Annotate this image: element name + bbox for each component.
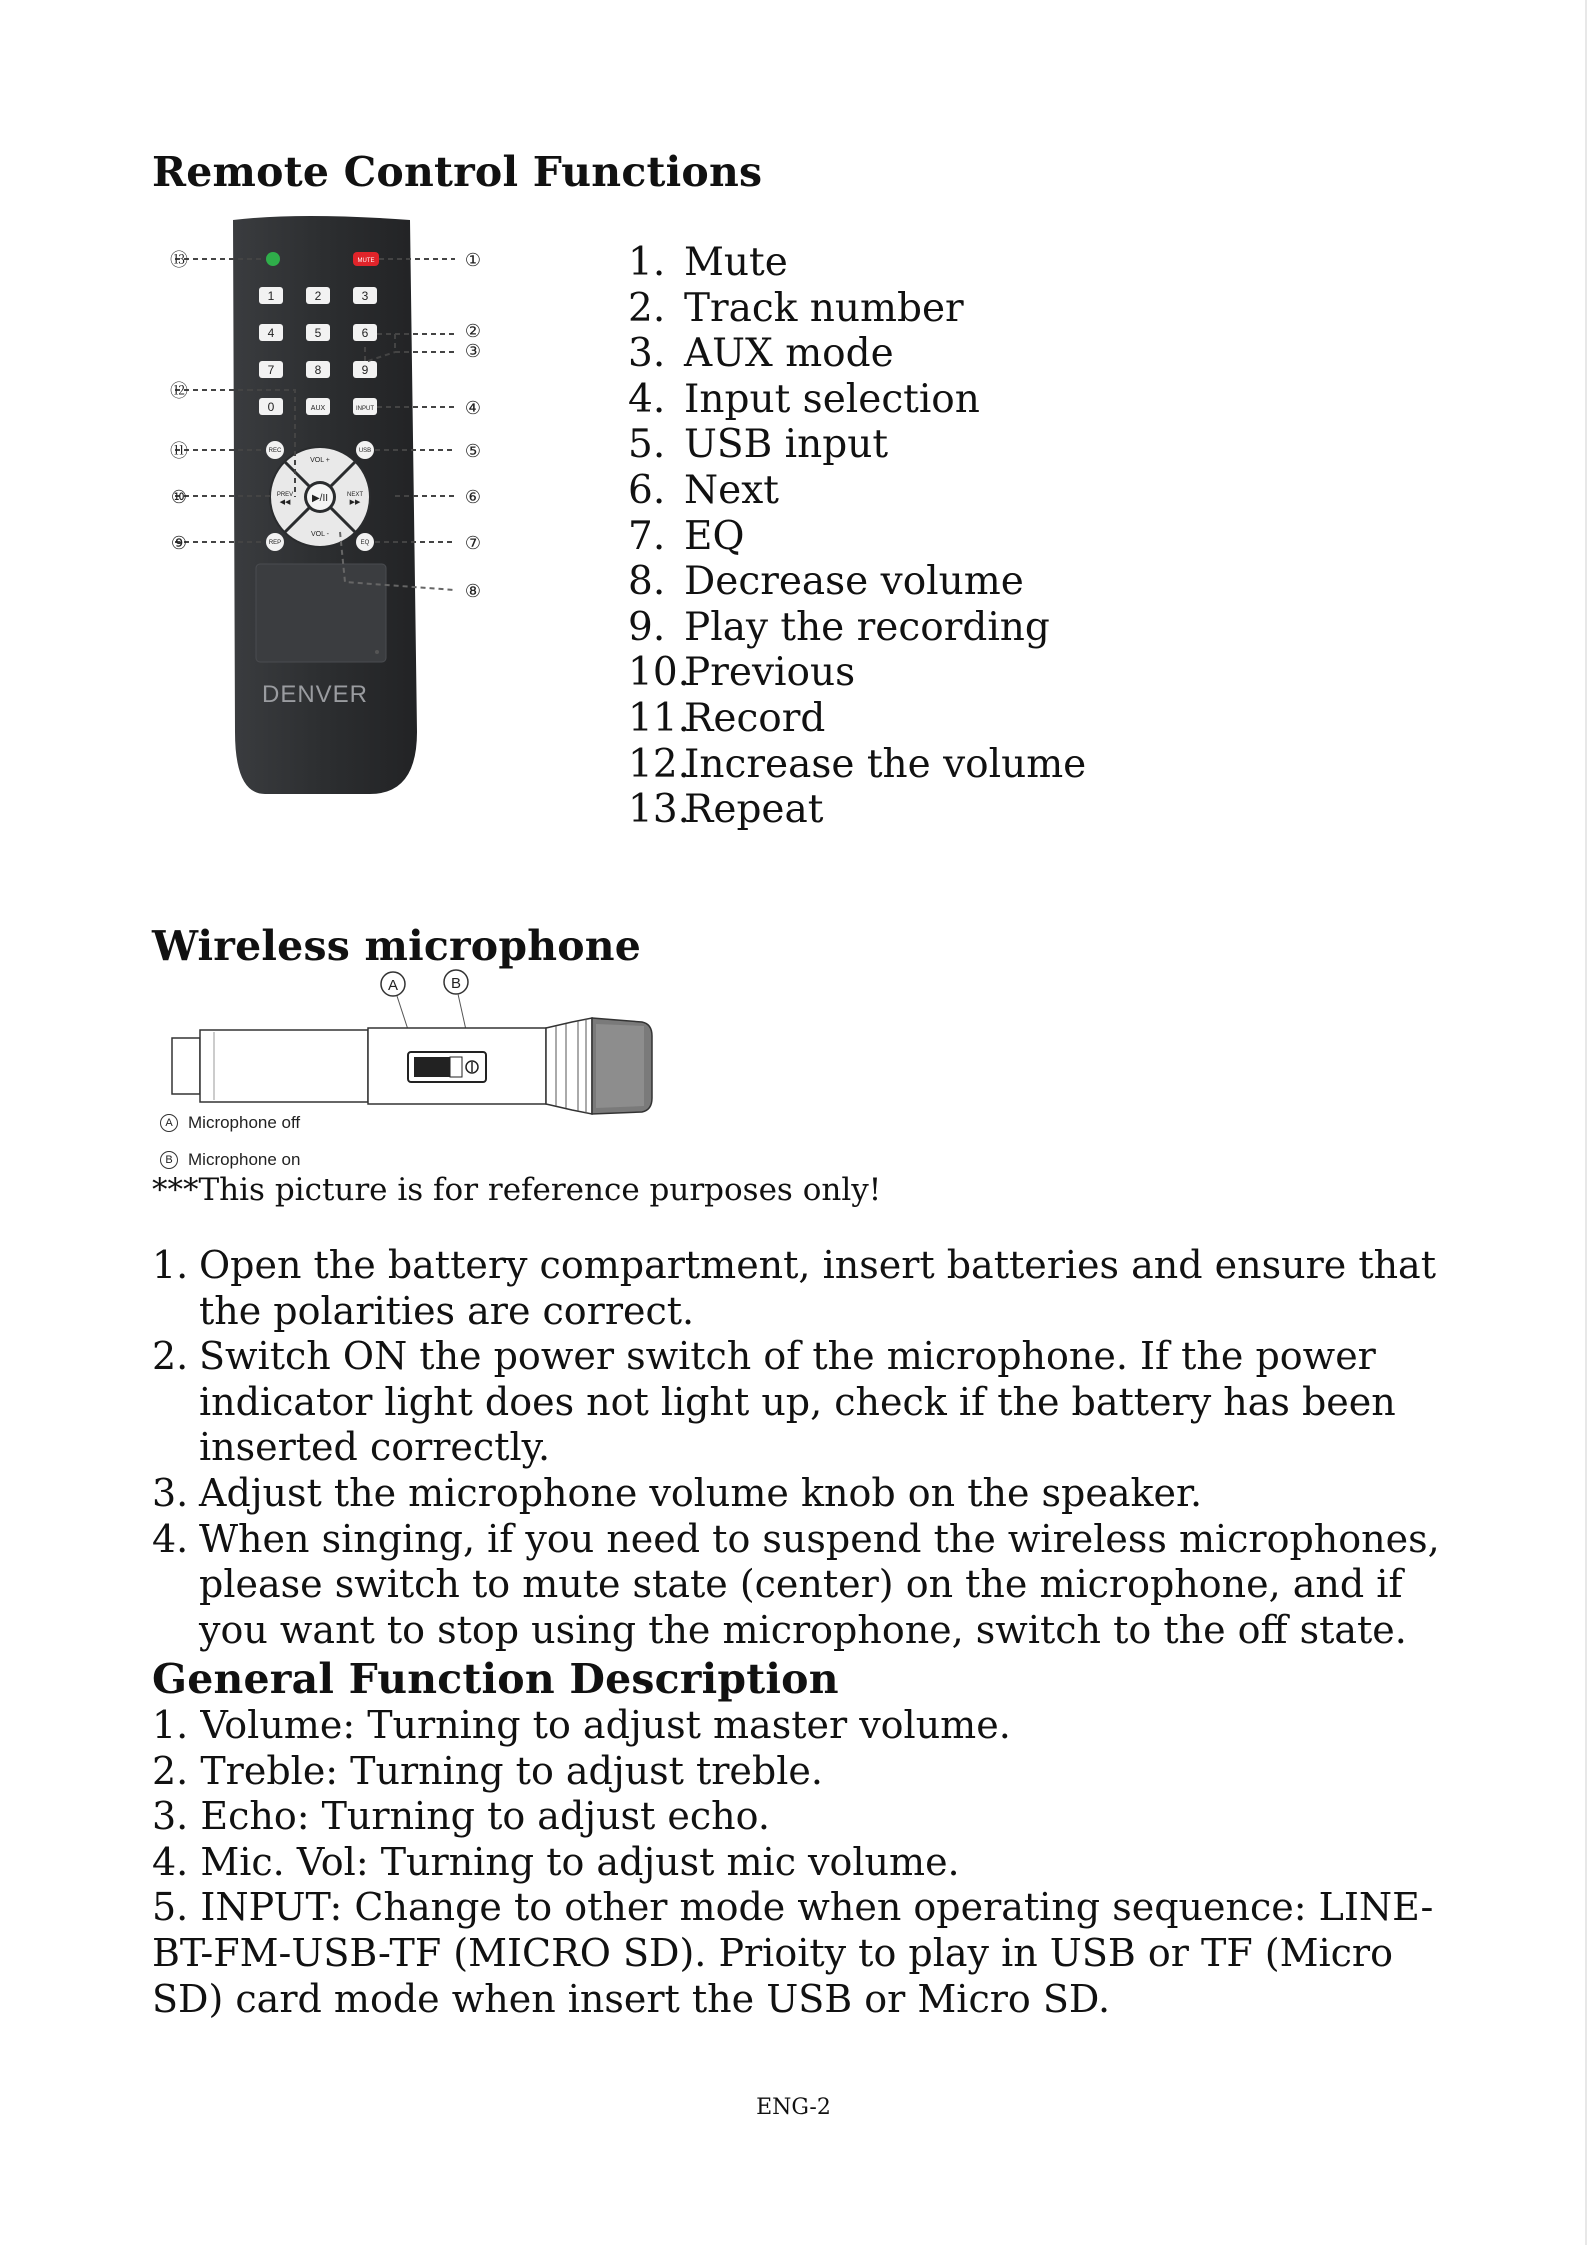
svg-text:①: ① [464,250,482,271]
svg-text:EQ: EQ [360,540,370,546]
svg-text:⑨: ⑨ [170,533,188,554]
list-item: 3. AUX mode [628,331,894,377]
svg-text:VOL -: VOL - [310,531,330,538]
svg-text:4: 4 [267,326,275,340]
list-item: 10. Previous [628,650,856,696]
legend-microphone-off: A Microphone off [160,1113,300,1133]
svg-text:⑫: ⑫ [170,381,188,402]
svg-text:9: 9 [361,363,369,377]
svg-text:REC: REC [268,448,282,454]
svg-text:▶/II: ▶/II [311,493,329,504]
svg-text:USB: USB [358,448,372,454]
svg-text:NEXT: NEXT [346,492,364,498]
svg-text:MUTE: MUTE [357,258,375,264]
svg-text:5: 5 [314,326,322,340]
svg-text:②: ② [464,321,482,342]
list-item: 3. Adjust the microphone volume knob on the speaker. [152,1470,1203,1515]
svg-text:PREV: PREV [276,492,294,498]
list-item: 2. Switch ON the power switch of the microphone. If the power indicator light does not light up, check if the battery has been inserted correctly. [152,1334,1396,1470]
repeat-led-button [266,252,280,266]
brand-logo: DENVER [261,681,369,708]
list-item: 1. Volume: Turning to adjust master volume. [152,1703,1011,1747]
svg-text:⑥: ⑥ [464,487,482,508]
svg-text:7: 7 [267,363,275,377]
list-item: 8. Decrease volume [628,559,1024,605]
page-number: ENG-2 [756,2095,831,2120]
list-item: 13. Repeat [628,787,824,833]
svg-text:⑬: ⑬ [170,250,188,271]
list-item: 4. Mic. Vol: Turning to adjust mic volume. [152,1839,960,1884]
list-item: 7. EQ [628,513,745,559]
svg-text:⑧: ⑧ [464,581,482,602]
list-item: 3. Echo: Turning to adjust echo. [152,1794,770,1839]
svg-text:③: ③ [464,341,482,362]
list-item: 2. Track number [628,285,964,331]
svg-text:1: 1 [267,289,275,303]
remote-section-title: Remote Control Functions [152,148,763,196]
general-section-title: General Function Description [152,1655,839,1703]
list-item: 2. Treble: Turning to adjust treble. [152,1748,823,1793]
svg-text:INPUT: INPUT [356,406,374,412]
svg-text:3: 3 [361,289,369,303]
microphone-illustration [152,966,712,1116]
battery-cover [256,564,386,662]
svg-text:2: 2 [314,289,322,303]
list-item: 11. Record [628,695,826,741]
svg-text:④: ④ [464,398,482,419]
list-item: 1. Mute [628,240,788,285]
svg-text:AUX: AUX [310,405,326,412]
svg-text:6: 6 [361,326,369,340]
list-item: 5. INPUT: Change to other mode when operating sequence: LINE-BT-FM-USB-TF (MICRO SD). Prioity to play in USB or TF (Micro SD) card mode when insert the USB or Micro SD. [152,1885,1434,2021]
svg-text:⑤: ⑤ [464,441,482,462]
svg-text:⑩: ⑩ [170,487,188,508]
reference-note: ***This picture is for reference purposes only! [152,1172,882,1208]
svg-text:REP: REP [268,540,282,546]
svg-text:▶▶: ▶▶ [349,499,361,506]
svg-text:0: 0 [267,400,275,414]
general-function-list [152,1703,1462,2022]
list-item: 4. Input selection [628,376,980,422]
list-item: 6. Next [628,467,779,513]
list-item: 5. USB input [628,422,888,468]
remote-function-list [628,240,1086,833]
svg-text:VOL +: VOL + [310,457,330,464]
list-item: 12. Increase the volume [628,741,1087,787]
list-item: 9. Play the recording [628,604,1050,650]
svg-text:B: B [450,975,462,992]
list-item: 4. When singing, if you need to suspend the wireless microphones, please switch to mute state (center) on the microphone, and if you want to stop using the microphone, switch to the off state. [152,1516,1440,1652]
navigation-pad [270,447,370,547]
svg-text:◀◀: ◀◀ [279,499,291,506]
svg-text:⑦: ⑦ [464,533,482,554]
svg-text:8: 8 [314,363,322,377]
microphone-steps [152,1243,1452,1653]
svg-text:⑪: ⑪ [170,441,188,462]
remote-control-illustration [155,212,495,807]
legend-microphone-on: B Microphone on [160,1150,300,1170]
mic-section-title: Wireless microphone [152,922,642,970]
list-item: 1. Open the battery compartment, insert batteries and ensure that the polarities are correct. [152,1243,1436,1333]
svg-text:A: A [387,977,399,994]
